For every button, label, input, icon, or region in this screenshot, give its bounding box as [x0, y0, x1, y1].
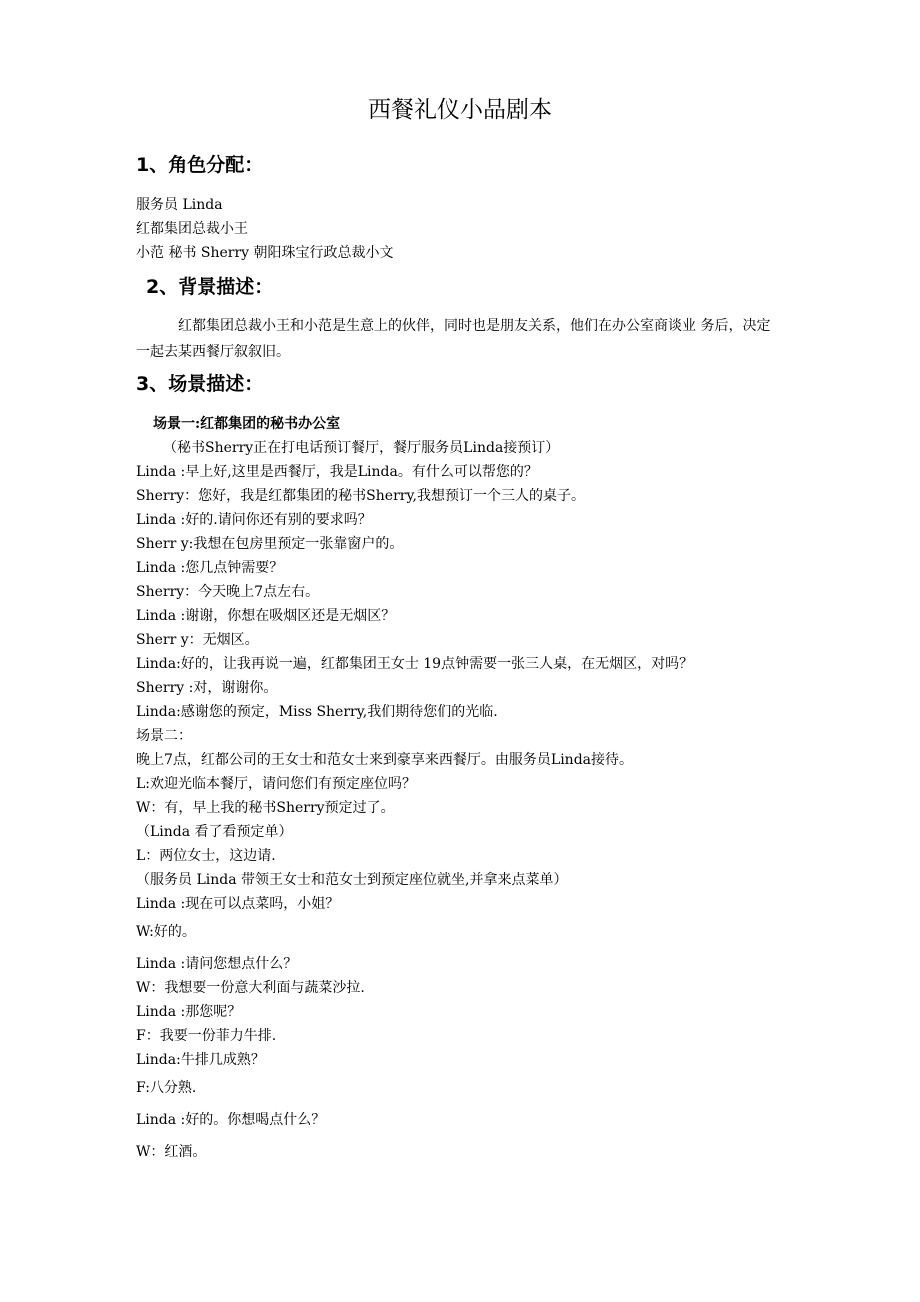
dialogue-line: Linda :好的.请问你还有别的要求吗？	[136, 512, 372, 528]
dialogue-line: Linda:牛排几成熟？	[136, 1052, 265, 1068]
dialogue-line: Sherr y:我想在包房里预定一张靠窗户的。	[136, 536, 404, 552]
dialogue-line: Sherry：今天晚上7点左右。	[136, 584, 320, 600]
scene-one-title: 场景一:红都集团的秘书办公室	[153, 416, 341, 432]
dialogue-line: Linda :那您呢？	[136, 1004, 242, 1020]
dialogue-line: Linda :您几点钟需要？	[136, 560, 284, 576]
role-line: 服务员 Linda	[136, 197, 223, 213]
dialogue-line: Linda :现在可以点菜吗，小姐？	[136, 896, 340, 912]
dialogue-line: Linda :早上好,这里是西餐厅，我是Linda。有什么可以帮您的？	[136, 464, 538, 480]
dialogue-line: L：两位女士，这边请.	[136, 848, 276, 864]
dialogue-line: Sherry :对，谢谢你。	[136, 680, 278, 696]
stage-direction: （秘书Sherry正在打电话预订餐厅，餐厅服务员Linda接预订）	[163, 440, 560, 456]
dialogue-line: Linda :谢谢，你想在吸烟区还是无烟区？	[136, 608, 396, 624]
dialogue-line: W：我想要一份意大利面与蔬菜沙拉.	[136, 980, 365, 996]
dialogue-line: W:好的。	[136, 924, 196, 940]
dialogue-line: Sherr y：无烟区。	[136, 632, 259, 648]
section-heading-roles: 1、角色分配：	[136, 154, 264, 176]
dialogue-line: Linda :请问您想点什么？	[136, 956, 298, 972]
section-heading-scenes: 3、场景描述：	[136, 373, 264, 395]
scene-two-title: 场景二：	[136, 728, 192, 744]
section-heading-background: 2、背景描述：	[146, 276, 274, 298]
dialogue-line: W：红酒。	[136, 1144, 207, 1160]
role-line: 红都集团总裁小王	[136, 221, 248, 237]
stage-direction: （Linda 看了看预定单）	[136, 824, 293, 840]
dialogue-line: F：我要一份菲力牛排.	[136, 1028, 277, 1044]
background-paragraph: 红都集团总裁小王和小范是生意上的伙伴，同时也是朋友关系，他们在办公室商谈业 务后，决定一起去某西餐厅叙叙旧。	[136, 318, 771, 360]
dialogue-line: Linda:感谢您的预定，Miss Sherry,我们期待您们的光临.	[136, 704, 498, 720]
scene-description: 晚上7点，红都公司的王女士和范女士来到豪享来西餐厅。由服务员Linda接待。	[136, 752, 634, 768]
dialogue-line: Linda:好的，让我再说一遍，红都集团王女士 19点钟需要一张三人桌，在无烟区，对吗？	[136, 656, 694, 672]
dialogue-line: L:欢迎光临本餐厅，请问您们有预定座位吗？	[136, 776, 417, 792]
stage-direction: （服务员 Linda 带领王女士和范女士到预定座位就坐,并拿来点菜单）	[136, 872, 568, 888]
dialogue-line: Linda :好的。你想喝点什么？	[136, 1112, 326, 1128]
dialogue-line: F:八分熟.	[136, 1080, 197, 1096]
role-line: 小范 秘书 Sherry 朝阳珠宝行政总裁小文	[136, 245, 394, 261]
document-title: 西餐礼仪小品剧本	[368, 97, 552, 123]
dialogue-line: W：有，早上我的秘书Sherry预定过了。	[136, 800, 395, 816]
dialogue-line: Sherry：您好，我是红都集团的秘书Sherry,我想预订一个三人的桌子。	[136, 488, 585, 504]
